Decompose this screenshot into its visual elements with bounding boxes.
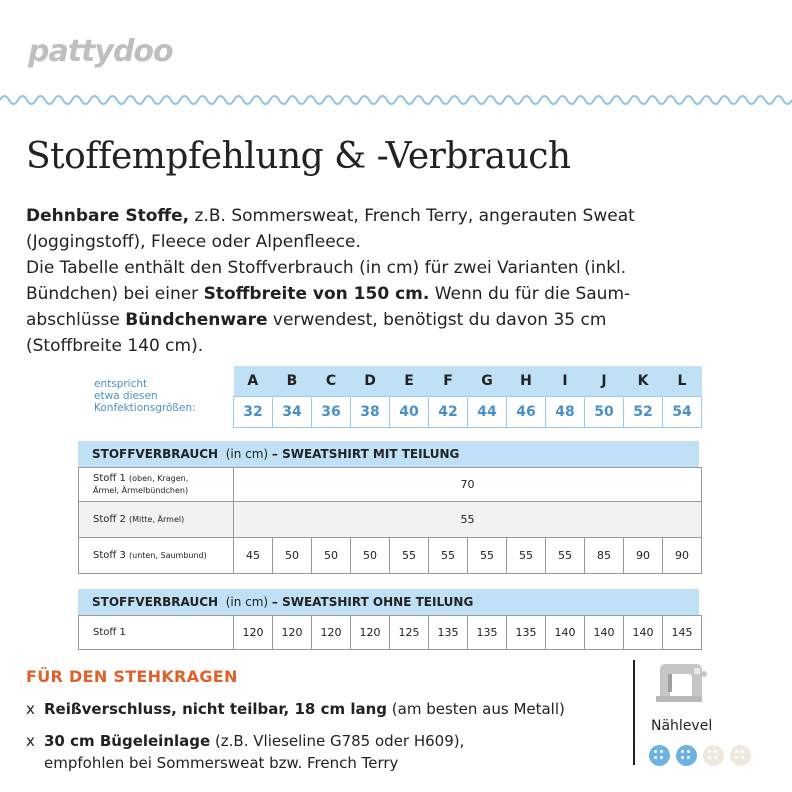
size-number: 38 bbox=[351, 397, 390, 428]
section-head-mit-teilung: STOFFVERBRAUCH (in cm) – SWEATSHIRT MIT TEILUNG bbox=[78, 441, 699, 467]
table-cell: 85 bbox=[585, 538, 624, 574]
row-label: Stoff 3 (unten, Saumbund) bbox=[79, 538, 234, 574]
size-letter: L bbox=[663, 366, 702, 397]
table-cell: 50 bbox=[273, 538, 312, 574]
size-letter: K bbox=[624, 366, 663, 397]
size-number: 42 bbox=[429, 397, 468, 428]
table-cell: 50 bbox=[351, 538, 390, 574]
table-cell: 120 bbox=[312, 616, 351, 650]
size-letter: J bbox=[585, 366, 624, 397]
size-letter: I bbox=[546, 366, 585, 397]
table-cell: 90 bbox=[663, 538, 702, 574]
table-cell: 55 bbox=[507, 538, 546, 574]
wave-divider bbox=[0, 90, 792, 110]
size-letter: F bbox=[429, 366, 468, 397]
table-cell: 50 bbox=[312, 538, 351, 574]
level-button-empty-icon bbox=[730, 745, 751, 766]
level-button-empty-icon bbox=[703, 745, 724, 766]
table-cell: 135 bbox=[468, 616, 507, 650]
table-cell: 125 bbox=[390, 616, 429, 650]
size-correspondence-label: entspricht etwa diesen Konfektionsgrößen: bbox=[94, 378, 196, 414]
size-number: 46 bbox=[507, 397, 546, 428]
table-cell: 55 bbox=[234, 502, 702, 538]
size-letter: E bbox=[390, 366, 429, 397]
size-number: 34 bbox=[273, 397, 312, 428]
bullet-x: x bbox=[26, 732, 35, 750]
table-cell: 140 bbox=[624, 616, 663, 650]
table-cell: 120 bbox=[351, 616, 390, 650]
size-letter: B bbox=[273, 366, 312, 397]
size-number: 48 bbox=[546, 397, 585, 428]
table-cell: 55 bbox=[468, 538, 507, 574]
size-letter: H bbox=[507, 366, 546, 397]
list-item: x Reißverschluss, nicht teilbar, 18 cm lang (am besten aus Metall) bbox=[26, 700, 565, 718]
table-cell: 135 bbox=[429, 616, 468, 650]
usage-table-mit-teilung bbox=[78, 467, 702, 574]
size-number: 32 bbox=[234, 397, 273, 428]
pattydoo-logo: pattydoo bbox=[28, 34, 173, 69]
table-cell: 90 bbox=[624, 538, 663, 574]
size-letter: G bbox=[468, 366, 507, 397]
table-cell: 145 bbox=[663, 616, 702, 650]
size-number: 40 bbox=[390, 397, 429, 428]
size-table bbox=[233, 366, 702, 428]
table-row bbox=[79, 538, 702, 574]
size-letter: C bbox=[312, 366, 351, 397]
divider bbox=[633, 660, 635, 765]
row-label: Stoff 1 (oben, Kragen, Ärmel, Ärmelbündchen) bbox=[79, 468, 234, 502]
table-row bbox=[79, 616, 702, 650]
table-cell: 140 bbox=[585, 616, 624, 650]
size-number: 44 bbox=[468, 397, 507, 428]
list-item: x 30 cm Bügeleinlage (z.B. Vlieseline G785 oder H609), empfohlen bei Sommersweat bzw. French Terry bbox=[26, 732, 465, 772]
table-cell: 55 bbox=[390, 538, 429, 574]
table-cell: 45 bbox=[234, 538, 273, 574]
level-button-filled-icon bbox=[676, 745, 697, 766]
table-row bbox=[79, 502, 702, 538]
table-row bbox=[79, 468, 702, 502]
bullet-x: x bbox=[26, 700, 35, 718]
size-letter: A bbox=[234, 366, 273, 397]
size-number: 50 bbox=[585, 397, 624, 428]
level-button-filled-icon bbox=[649, 745, 670, 766]
intro-text: Dehnbare Stoffe, z.B. Sommersweat, French Terry, angerauten Sweat (Joggingstoff), Fleece oder Alpenfleece. Die Tabelle enthält den Stoffverbrauch (in cm) für zwei Varianten (inkl. Bündchen) bei einer Stoffbreite von 150 cm. Wenn du für die Saum- abschlüsse Bündchenware verwendest, benötigst du davon 35 cm (Stoffbreite 140 cm). bbox=[26, 206, 635, 356]
table-cell: 55 bbox=[429, 538, 468, 574]
size-number: 36 bbox=[312, 397, 351, 428]
table-cell: 135 bbox=[507, 616, 546, 650]
usage-table-ohne-teilung bbox=[78, 615, 702, 650]
section-head-ohne-teilung: STOFFVERBRAUCH (in cm) – SWEATSHIRT OHNE TEILUNG bbox=[78, 589, 699, 615]
row-label: Stoff 1 bbox=[79, 616, 234, 650]
table-cell: 120 bbox=[234, 616, 273, 650]
page-title: Stoffempfehlung & -Verbrauch bbox=[26, 136, 571, 177]
sewing-machine-icon bbox=[652, 660, 708, 706]
table-cell: 140 bbox=[546, 616, 585, 650]
size-number: 54 bbox=[663, 397, 702, 428]
row-label: Stoff 2 (Mitte, Ärmel) bbox=[79, 502, 234, 538]
table-cell: 120 bbox=[273, 616, 312, 650]
stehkragen-heading: FÜR DEN STEHKRAGEN bbox=[26, 667, 238, 686]
size-number: 52 bbox=[624, 397, 663, 428]
naehlevel-label: Nählevel bbox=[651, 718, 713, 734]
size-letter: D bbox=[351, 366, 390, 397]
table-cell: 55 bbox=[546, 538, 585, 574]
naehlevel-rating bbox=[649, 745, 751, 766]
table-cell: 70 bbox=[234, 468, 702, 502]
